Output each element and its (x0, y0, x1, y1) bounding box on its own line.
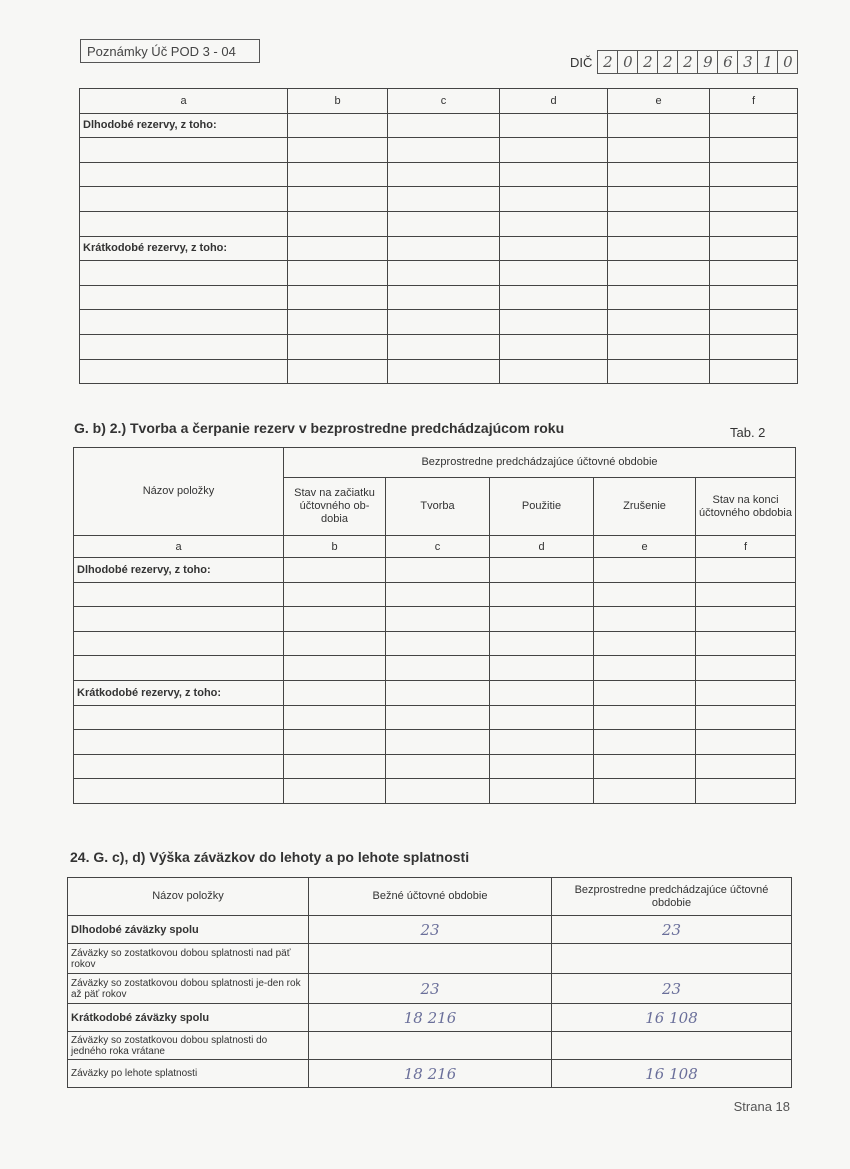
column-header: Zrušenie (594, 478, 696, 536)
dic-digit: 2 (637, 50, 658, 74)
column-header: Použitie (490, 478, 594, 536)
table-row (68, 916, 792, 944)
liabilities-table (67, 877, 792, 1088)
section-title-reserves-previous: G. b) 2.) Tvorba a čerpanie rezerv v bezprostredne predchádzajúcom roku (74, 420, 565, 436)
dic-digit: 6 (717, 50, 738, 74)
group-header: Bezprostredne predchádzajúce účtovné obdobie (284, 448, 796, 478)
table-row (80, 162, 798, 187)
current-period-header: Bežné účtovné obdobie (309, 878, 552, 916)
dic-digit: 3 (737, 50, 758, 74)
table-row (68, 974, 792, 1004)
table-row (74, 631, 796, 656)
current-value: 18 216 (309, 1004, 552, 1032)
col-letter: a (80, 89, 288, 114)
current-value: 18 216 (309, 1060, 552, 1088)
previous-value: 23 (552, 974, 792, 1004)
table-row (74, 582, 796, 607)
form-code-box (80, 39, 260, 63)
table-row (80, 261, 798, 286)
table-row (74, 558, 796, 583)
dic-digit: 9 (697, 50, 718, 74)
dic-digit: 2 (657, 50, 678, 74)
previous-value: 16 108 (552, 1060, 792, 1088)
tab-label: Tab. 2 (730, 425, 766, 440)
table-row (68, 1032, 792, 1060)
row-label: Záväzky so zostatkovou dobou splatnosti je-den rok až päť rokov (68, 974, 309, 1004)
name-column-header: Názov položky (68, 878, 309, 916)
current-value: 23 (309, 916, 552, 944)
table-row (80, 310, 798, 335)
table-row (74, 779, 796, 804)
dic-digit: 0 (777, 50, 798, 74)
long-term-reserves-label: Dlhodobé rezervy, z toho: (80, 113, 288, 138)
col-letter: f (696, 536, 796, 558)
table-row (80, 138, 798, 163)
dic-digit: 1 (757, 50, 778, 74)
table-row (74, 448, 796, 478)
dic-digit: 2 (677, 50, 698, 74)
previous-value (552, 944, 792, 974)
current-value: 23 (309, 974, 552, 1004)
table-row (80, 89, 798, 114)
col-letter: a (74, 536, 284, 558)
short-term-reserves-label: Krátkodobé rezervy, z toho: (80, 236, 288, 261)
table-row (80, 359, 798, 384)
dic-field (570, 50, 798, 74)
dic-label: DIČ (570, 54, 593, 70)
table-row (80, 285, 798, 310)
col-letter: d (500, 89, 608, 114)
table-row (74, 607, 796, 632)
table-row (74, 754, 796, 779)
table-row (74, 680, 796, 705)
table-row (68, 1060, 792, 1088)
reserves-table-current (79, 88, 798, 384)
table-row (80, 211, 798, 236)
table-row (74, 536, 796, 558)
column-header: Stav na konci účtovného obdobia (696, 478, 796, 536)
col-letter: e (608, 89, 710, 114)
row-label: Záväzky so zostatkovou dobou splatnosti do jedného roka vrátane (68, 1032, 309, 1060)
row-label: Dlhodobé záväzky spolu (68, 916, 309, 944)
form-code: Poznámky Úč POD 3 - 04 (87, 43, 236, 59)
table-row (80, 236, 798, 261)
reserves-table-previous (73, 447, 796, 804)
previous-value: 16 108 (552, 1004, 792, 1032)
col-letter: d (490, 536, 594, 558)
row-label: Záväzky po lehote splatnosti (68, 1060, 309, 1088)
column-header: Tvorba (386, 478, 490, 536)
previous-period-header: Bezprostredne predchádzajúce účtovné obdobie (552, 878, 792, 916)
col-letter: f (710, 89, 798, 114)
table-row (68, 1004, 792, 1032)
row-label: Záväzky so zostatkovou dobou splatnosti nad päť rokov (68, 944, 309, 974)
dic-digit: 2 (597, 50, 618, 74)
table-row (68, 944, 792, 974)
col-letter: c (388, 89, 500, 114)
table-row (74, 705, 796, 730)
table-row (74, 656, 796, 681)
current-value (309, 1032, 552, 1060)
table-row (74, 730, 796, 755)
long-term-reserves-label: Dlhodobé rezervy, z toho: (74, 558, 284, 583)
table-row (80, 187, 798, 212)
short-term-reserves-label: Krátkodobé rezervy, z toho: (74, 680, 284, 705)
col-letter: e (594, 536, 696, 558)
previous-value (552, 1032, 792, 1060)
row-label: Krátkodobé záväzky spolu (68, 1004, 309, 1032)
table-row (80, 113, 798, 138)
table-row (80, 334, 798, 359)
col-letter: b (288, 89, 388, 114)
col-letter: b (284, 536, 386, 558)
section-title-liabilities: 24. G. c), d) Výška záväzkov do lehoty a po lehote splatnosti (70, 849, 470, 865)
name-column-header: Názov položky (74, 448, 284, 536)
dic-digit: 0 (617, 50, 638, 74)
column-header: Stav na začiatku účtovného ob-dobia (284, 478, 386, 536)
table-row (68, 878, 792, 916)
col-letter: c (386, 536, 490, 558)
current-value (309, 944, 552, 974)
page-number: Strana 18 (733, 1099, 790, 1114)
previous-value: 23 (552, 916, 792, 944)
